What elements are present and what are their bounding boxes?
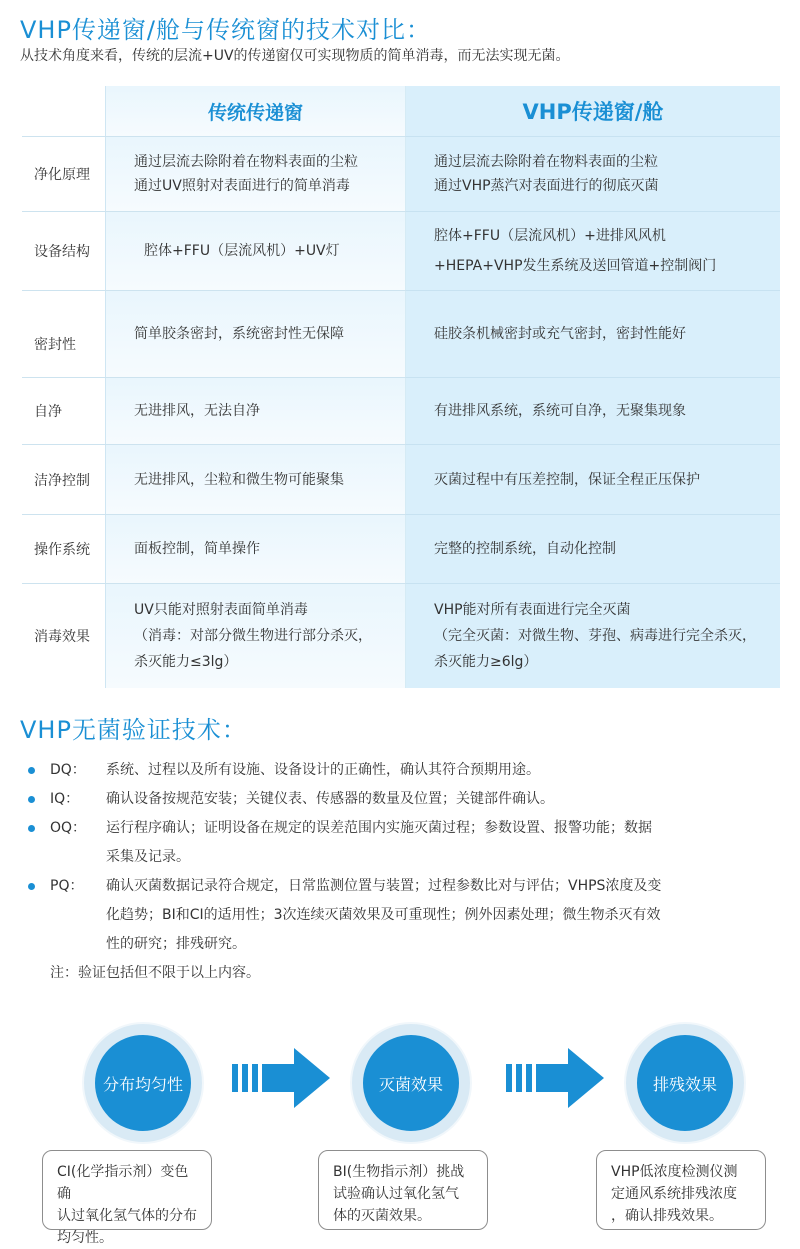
cell-text: 硅胶条机械密封或充气密封，密封性能好 [434,326,686,342]
cell-text: 通过层流去除附着在物料表面的尘粒 通过UV照射对表面进行的简单消毒 [134,154,358,194]
item-label: PQ： [50,878,84,894]
cell-text: 无进排风，无法自净 [134,403,260,419]
step-description-sterilization [318,1150,488,1230]
bullet-icon [28,796,35,803]
desc-text: VHP低浓度检测仪测 定通风系统排残浓度 ，确认排残效果。 [611,1164,738,1224]
item-text: 确认设备按规范安装；关键仪表、传感器的数量及位置；关键部件确认。 [106,791,554,807]
item-text: 运行程序确认；证明设备在规定的误差范围内实施灭菌过程；参数设置、报警功能；数据 [106,820,652,836]
list-item [28,785,783,814]
cell-text: UV只能对照射表面简单消毒 （消毒：对部分微生物进行部分杀灭， 杀灭能力≤3lg） [134,602,372,670]
cell-vhp [406,444,780,514]
cell-text: VHP能对所有表面进行完全灭菌 （完全灭菌：对微生物、芽孢、病毒进行完全杀灭， 杀灭能力≥6lg） [434,602,756,670]
table-row [22,290,780,377]
header-traditional: 传统传递窗 [106,86,406,136]
validation-list [28,756,783,959]
cell-vhp [406,136,780,211]
row-label: 操作系统 [22,515,106,583]
cell-traditional [106,137,406,211]
step-circle-sterilization [352,1024,470,1142]
item-text-continued: 化趋势；BI和CI的适用性；3次连续灭菌效果及可重现性；例外因素处理；微生物杀灭有效 性的研究；排残研究。 [106,907,661,952]
cell-text: 面板控制，简单操作 [134,541,260,557]
right-arrow-icon [506,1048,606,1108]
table-row [22,583,780,688]
row-label: 自净 [22,378,106,444]
bullet-icon [28,767,35,774]
section-subtitle: 从技术角度来看，传统的层流+UV的传递窗仅可实现物质的简单消毒，而无法实现无菌。 [20,48,570,64]
cell-text: 腔体+FFU（层流风机）+UV灯 [144,243,340,259]
header-vhp: VHP传递窗/舱 [406,86,780,136]
step-description-uniformity [42,1150,212,1246]
cell-traditional [106,515,406,583]
step-circle-residue [626,1024,744,1142]
validation-note: 注：验证包括但不限于以上内容。 [50,965,260,981]
step-description-residue [596,1150,766,1230]
cell-vhp [406,211,780,290]
cell-text: 腔体+FFU（层流风机）+进排风风机 +HEPA+VHP发生系统及送回管道+控制阀门 [434,228,717,274]
cell-text: 完整的控制系统，自动化控制 [434,541,616,557]
list-item [28,814,783,872]
cell-traditional [106,584,406,688]
item-label: DQ： [50,762,86,778]
step-label: 分布均匀性 [102,1074,183,1094]
cell-traditional [106,212,406,290]
step-circle-uniformity [84,1024,202,1142]
cell-traditional [106,445,406,514]
bullet-icon [28,825,35,832]
item-text-continued: 采集及记录。 [106,849,190,865]
row-label: 设备结构 [22,212,106,290]
cell-text: 有进排风系统，系统可自净，无聚集现象 [434,403,686,419]
comparison-table [22,86,780,688]
table-row [22,514,780,583]
row-label: 洁净控制 [22,445,106,514]
list-item [28,872,783,959]
cell-traditional [106,291,406,377]
item-label: OQ： [50,820,87,836]
cell-vhp [406,377,780,444]
row-label: 消毒效果 [22,584,106,688]
step-label: 灭菌效果 [378,1074,443,1094]
cell-text: 简单胶条密封，系统密封性无保障 [134,326,344,342]
desc-text: CI(化学指示剂）变色确 认过氧化氢气体的分布 均匀性。 [57,1164,197,1246]
cell-text: 灭菌过程中有压差控制，保证全程正压保护 [434,471,700,488]
cell-traditional [106,378,406,444]
desc-text: BI(生物指示剂）挑战 试验确认过氧化氢气 体的灭菌效果。 [333,1164,465,1224]
section-title-validation: VHP无菌验证技术： [20,716,247,744]
header-empty-cell [22,86,106,136]
cell-text: 通过层流去除附着在物料表面的尘粒 通过VHP蒸汽对表面进行的彻底灭菌 [434,154,659,194]
row-label: 密封性 [22,291,106,377]
section-title-comparison: VHP传递窗/舱与传统窗的技术对比： [20,16,432,44]
cell-text: 无进排风，尘粒和微生物可能聚集 [134,471,344,488]
item-text: 确认灭菌数据记录符合规定，日常监测位置与装置；过程参数比对与评估；VHPS浓度及变 [106,878,662,894]
bullet-icon [28,883,35,890]
table-row [22,377,780,444]
item-text: 系统、过程以及所有设施、设备设计的正确性，确认其符合预期用途。 [106,762,540,778]
step-label: 排残效果 [652,1074,717,1094]
right-arrow-icon [232,1048,332,1108]
table-row [22,444,780,514]
row-label: 净化原理 [22,137,106,211]
cell-vhp [406,583,780,688]
table-row [22,136,780,211]
list-item [28,756,783,785]
item-label: IQ： [50,791,80,807]
cell-vhp [406,514,780,583]
table-header [22,86,780,136]
cell-vhp [406,290,780,377]
table-row [22,211,780,290]
